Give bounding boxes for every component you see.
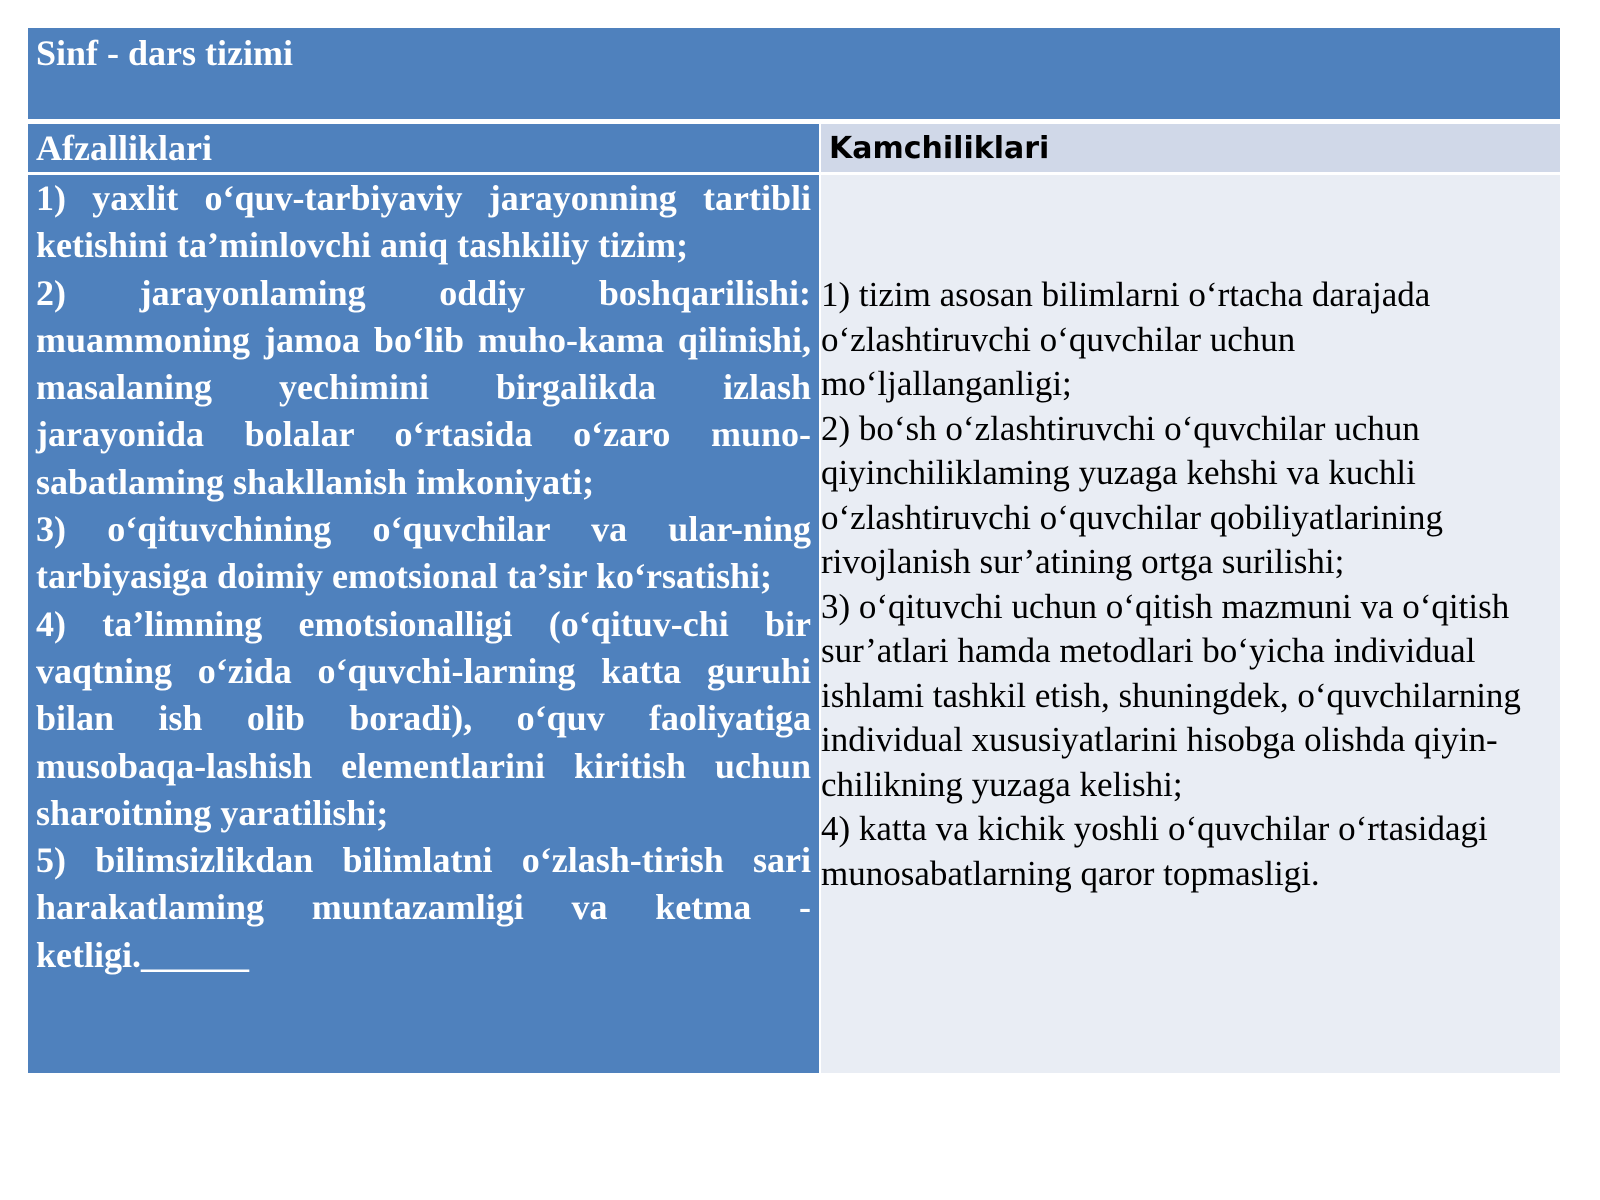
disadvantage-item-4: 4) katta va kichik yoshli o‘quvchilar o‘rtasidagi munosabatlarning qaror topmasligi. [821, 809, 1488, 893]
advantage-item-1: 1) yaxlit o‘quv-tarbiyaviy jarayonning tartibli ketishini ta’minlovchi aniq tashkiliy tizim; [36, 178, 811, 266]
disadvantages-header-text: Kamchiliklari [829, 131, 1050, 166]
advantages-cell [28, 175, 819, 1073]
advantage-item-5: 5) bilimsizlikdan bilimlatni o‘zlash-tirish sari harakatlaming muntazamligi va ketma - ketligi.______ [36, 840, 811, 975]
advantages-header [28, 124, 819, 172]
disadvantage-item-3: 3) o‘qituvchi uchun o‘qitish mazmuni va o‘qitish sur’atlari hamda metodlari bo‘yicha individual ishlami tashkil etish, shuningdek, o‘quvchilarning individual xususiyatlarini hisobga olishda qiyin-chilikning yuzaga kelishi; [821, 586, 1521, 804]
advantage-item-2: 2) jarayonlaming oddiy boshqarilishi: muammoning jamoa bo‘lib muho-kama qilinishi, masalaning yechimini birgalikda izlash jarayonida bolalar o‘rtasida o‘zaro muno-sabatlaming shakllanish imkoniyati; [36, 272, 811, 502]
advantage-item-3: 3) o‘qituvchining o‘quvchilar va ular-ning tarbiyasiga doimiy emotsional ta’sir ko‘rsatishi; [36, 509, 811, 597]
disadvantages-cell [821, 175, 1560, 1073]
slide-title-text: Sinf - dars tizimi [36, 33, 293, 73]
disadvantage-item-1: 1) tizim asosan bilimlarni o‘rtacha darajada o‘zlashtiruvchi o‘quvchilar uchun mo‘ljallanganligi; [821, 275, 1431, 403]
advantage-item-4: 4) ta’limning emotsionalligi (o‘qituv-chi bir vaqtning o‘zida o‘quvchi-larning katta guruhi bilan ish olib boradi), o‘quv faoliyatiga musobaqa-lashish elementlarini kiritish uchun sharoitning yaratilishi; [36, 603, 811, 833]
advantages-header-text: Afzalliklari [36, 128, 212, 168]
slide-title [28, 28, 1560, 119]
disadvantages-header [821, 124, 1560, 172]
disadvantage-item-2: 2) bo‘sh o‘zlashtiruvchi o‘quvchilar uchun qiyinchiliklaming yuzaga kehshi va kuchli o‘zlashtiruvchi o‘quvchilar qobiliyatlarining rivojlanish sur’atining ortga surilishi; [821, 408, 1444, 581]
